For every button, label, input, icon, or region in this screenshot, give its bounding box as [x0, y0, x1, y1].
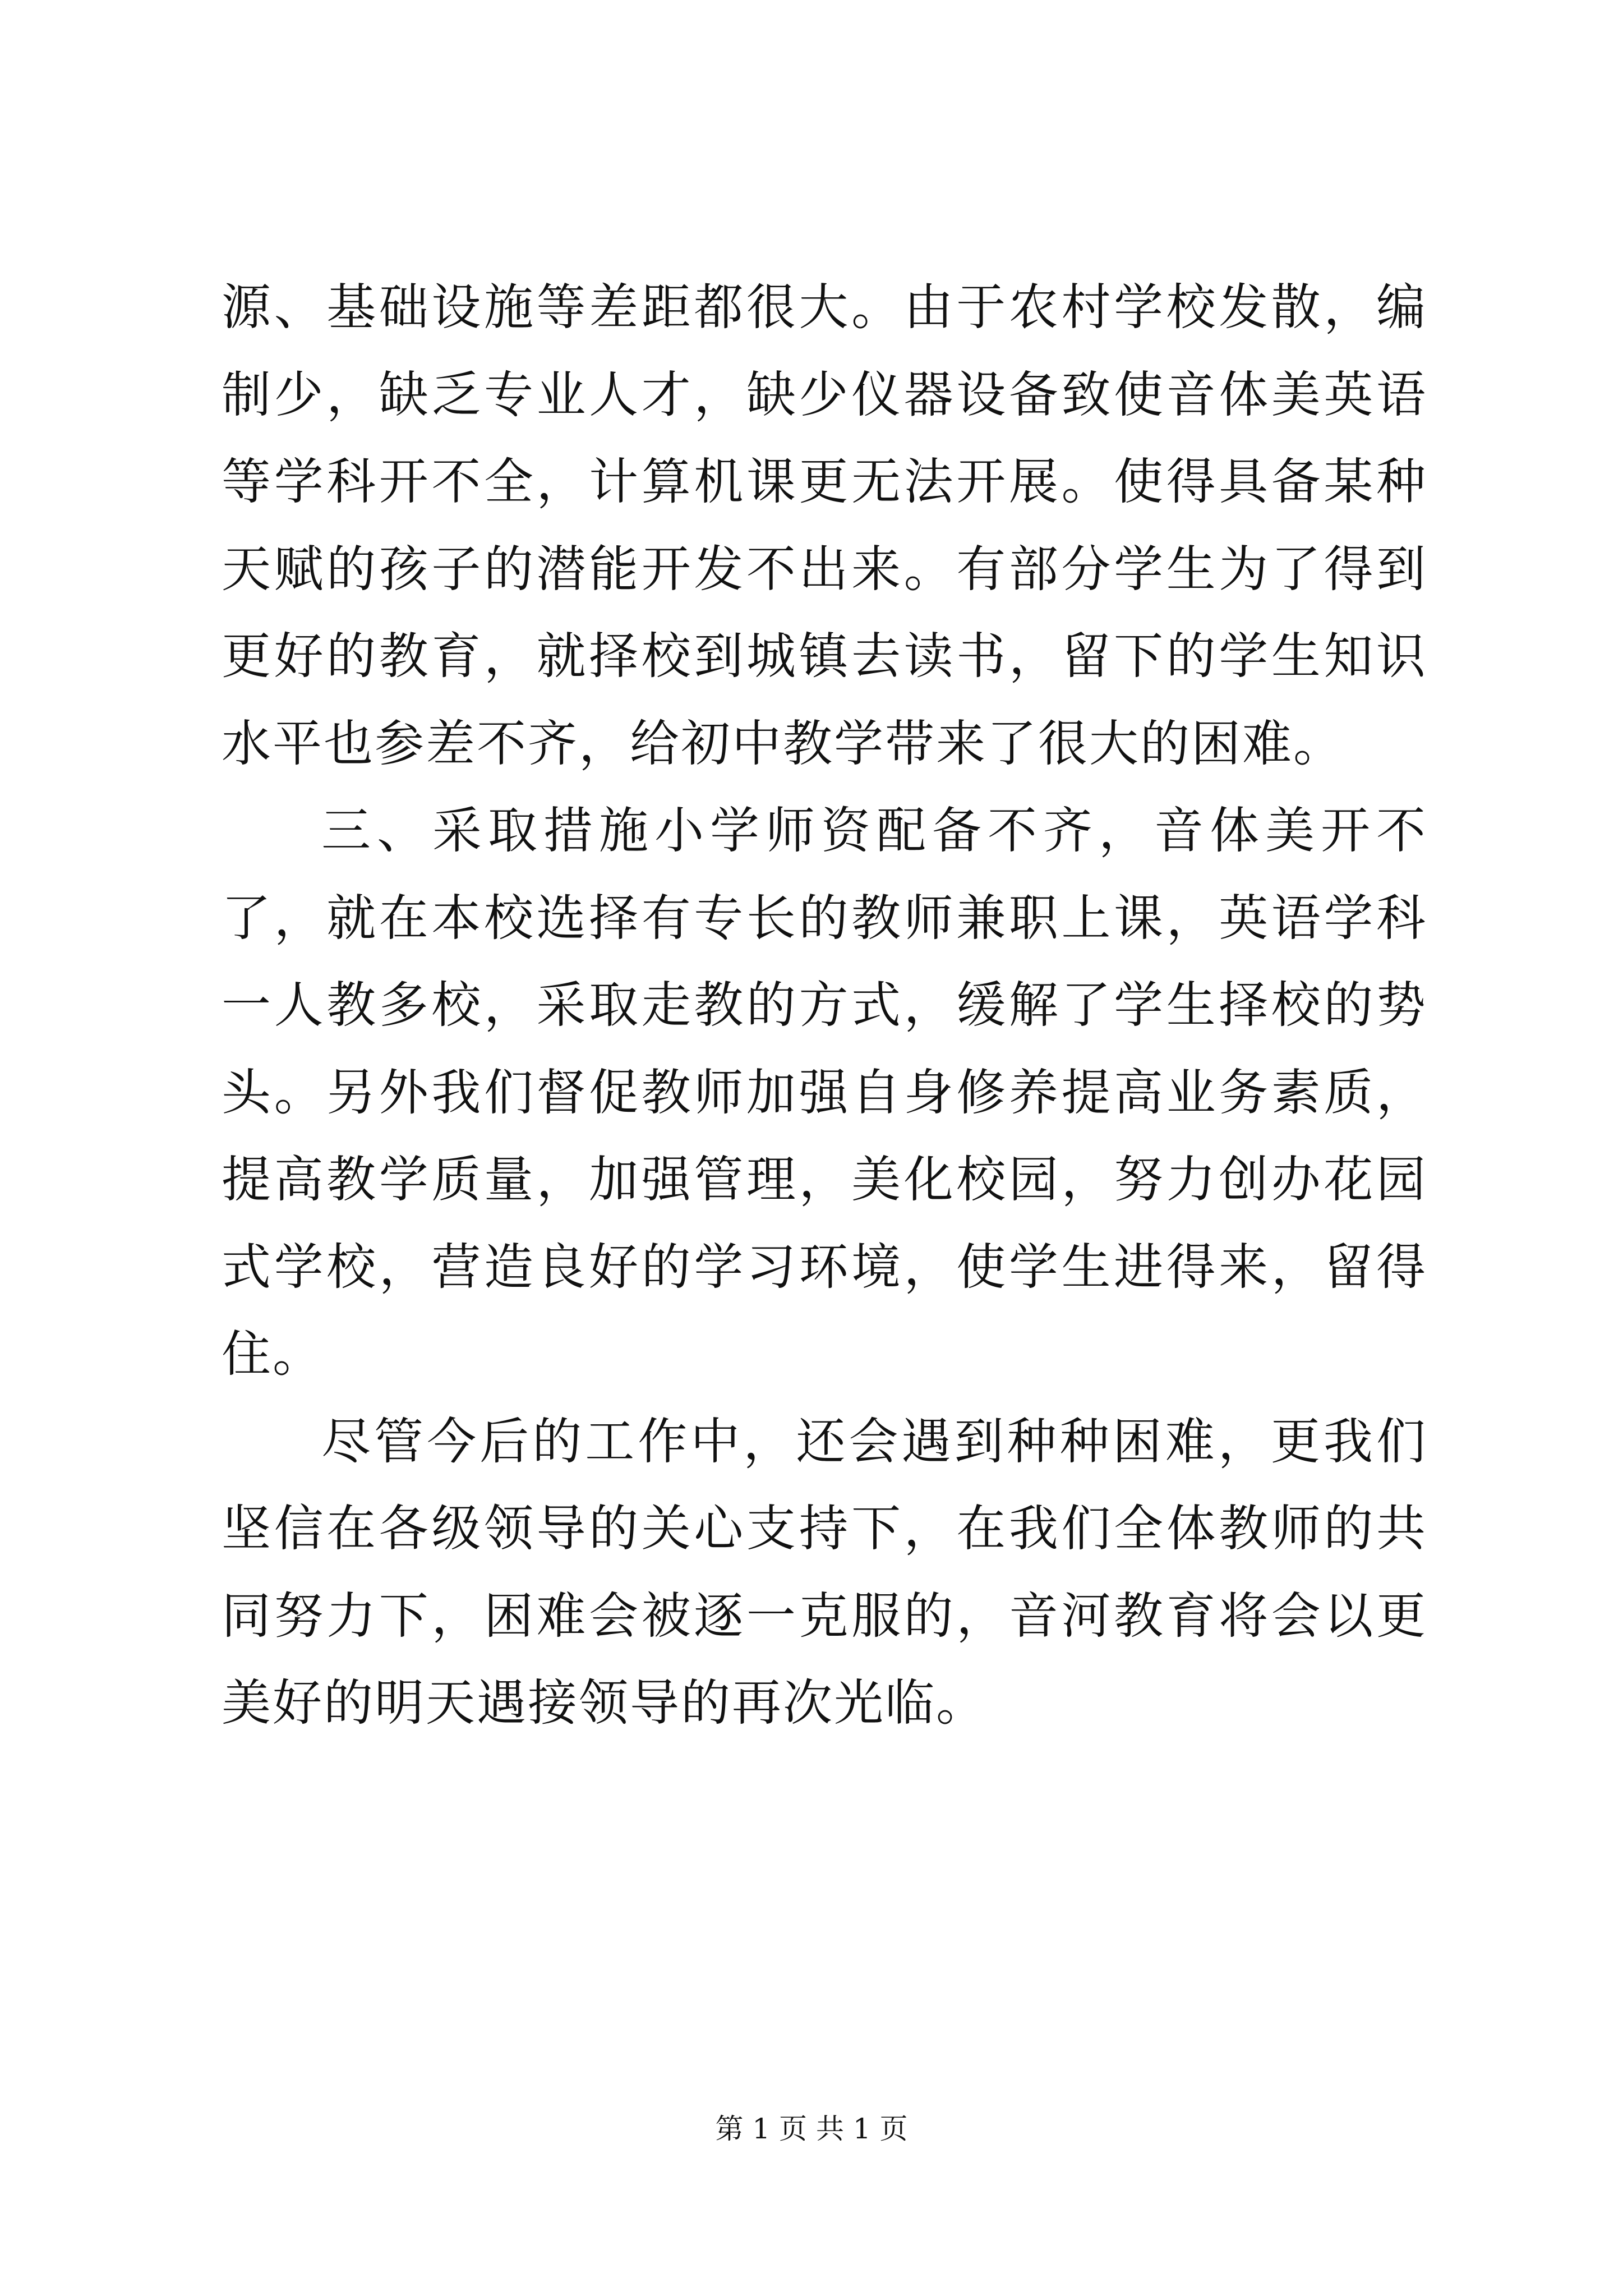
- paragraph-resources: 源、基础设施等差距都很大。由于农村学校发散，编制少，缺乏专业人才，缺少仪器设备致使音体美英语等学科开不全，计算机课更无法开展。使得具备某种天赋的孩子的潜能开发不出来。有部分学生为了得到更好的教育，就择校到城镇去读书，留下的学生知识水平也参差不齐，给初中教学带来了很大的困难。: [222, 278, 1427, 772]
- paragraph-conclusion: 尽管今后的工作中，还会遇到种种困难，更我们坚信在各级领导的关心支持下，在我们全体教师的共同努力下，困难会被逐一克服的，音河教育将会以更美好的明天遇接领导的再次光临。: [222, 1412, 1427, 1732]
- document-body: [222, 264, 1427, 1747]
- paragraph-measures: 三、采取措施小学师资配备不齐，音体美开不了，就在本校选择有专长的教师兼职上课，英语学科一人教多校，采取走教的方式，缓解了学生择校的势头。另外我们督促教师加强自身修养提高业务素质，提高教学质量，加强管理，美化校园，努力创办花园式学校，营造良好的学习环境，使学生进得来，留得住。: [222, 802, 1427, 1383]
- page-number-footer: 第 1 页 共 1 页: [715, 2113, 908, 2145]
